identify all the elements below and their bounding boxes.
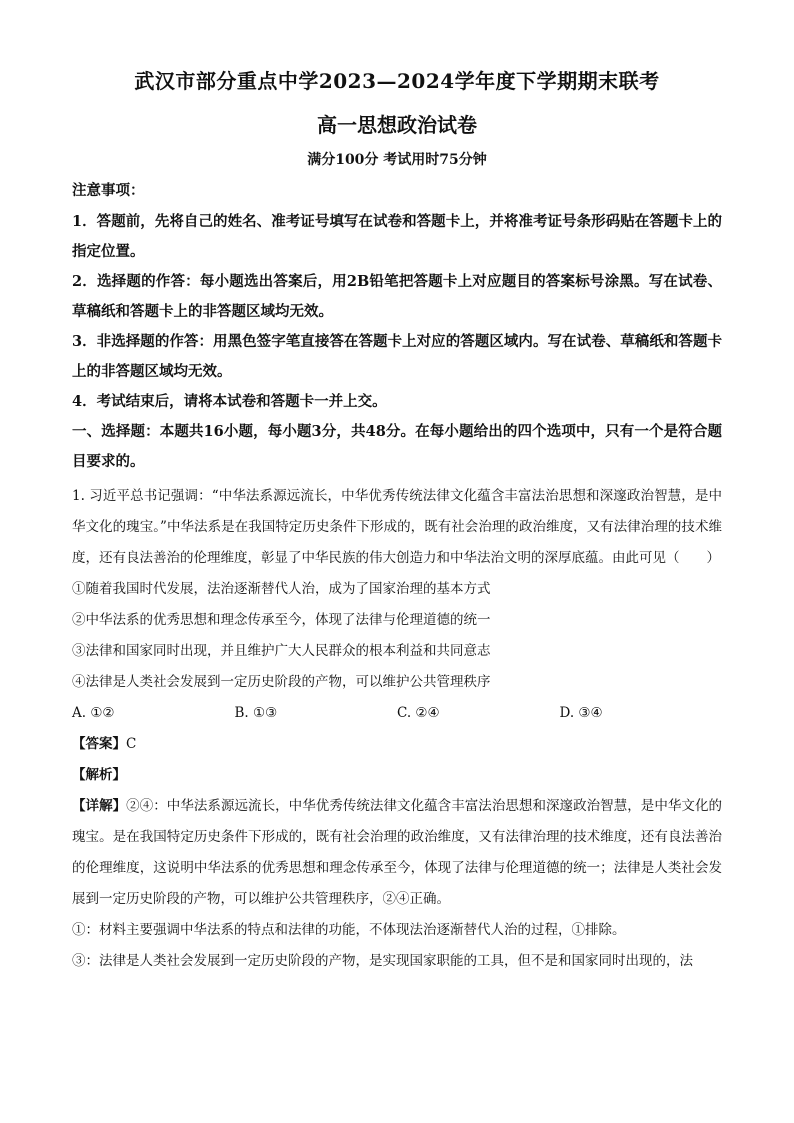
exclusion-line: ③：法律是人类社会发展到一定历史阶段的产物，是实现国家职能的工具，但不是和国家同时出现的，法	[72, 953, 693, 969]
analysis-label: 【解析】	[72, 767, 126, 783]
answer-options	[72, 698, 722, 729]
detail-text: ②④：中华法系源远流长，中华优秀传统法律文化蕴含丰富法治思想和深邃政治智慧，是中华文化的瑰宝。是在我国特定历史条件下形成的，既有社会治理的政治维度，又有法律治理的技术维度，还有良法善治的伦理维度，这说明中华法系的优秀思想和理念传承至今，体现了法律与伦理道德的统一；法律是人类社会发展到一定历史阶段的产物，可以维护公共管理秩序，②④正确。	[72, 798, 723, 907]
notice-item: 2．选择题的作答：每小题选出答案后，用2B铅笔把答题卡上对应题目的答案标号涂黑。写在试卷、草稿纸和答题卡上的非答题区域均无效。	[72, 273, 722, 320]
detail-paragraph	[72, 791, 722, 915]
question-statement: ①随着我国时代发展，法治逐渐替代人治，成为了国家治理的基本方式	[72, 581, 491, 597]
question-statement: ④法律是人类社会发展到一定历史阶段的产物，可以维护公共管理秩序	[72, 674, 491, 690]
exam-subject-title: 高一思想政治试卷	[317, 113, 477, 137]
notice-heading: 注意事项：	[72, 182, 145, 199]
exam-info: 满分100分 考试用时75分钟	[307, 152, 487, 168]
section-heading: 一、选择题：本题共16小题，每小题3分，共48分。在每小题给出的四个选项中，只有一个是符合题目要求的。	[72, 423, 722, 470]
option-c: C. ②④	[397, 705, 440, 721]
notice-item: 4．考试结束后，请将本试卷和答题卡一并上交。	[72, 393, 387, 410]
option-d: D. ③④	[559, 705, 603, 721]
detail-label: 【详解】	[72, 798, 127, 814]
option-b: B. ①③	[234, 705, 278, 721]
notice-item: 1．答题前，先将自己的姓名、准考证号填写在试卷和答题卡上，并将准考证号条形码贴在答题卡上的指定位置。	[72, 213, 722, 260]
exam-title: 武汉市部分重点中学2023—2024学年度下学期期末联考	[134, 69, 660, 93]
option-a: A. ①②	[72, 705, 115, 721]
answer-value: C	[126, 736, 137, 752]
answer-line	[72, 729, 722, 760]
question-statement: ②中华法系的优秀思想和理念传承至今，体现了法律与伦理道德的统一	[72, 612, 491, 628]
analysis-line	[72, 760, 722, 791]
exclusion-line: ①：材料主要强调中华法系的特点和法律的功能，不体现法治逐渐替代人治的过程，①排除。	[72, 922, 626, 938]
question-stem: 1. 习近平总书记强调：“中华法系源远流长，中华优秀传统法律文化蕴含丰富法治思想和深邃政治智慧，是中华文化的瑰宝。”中华法系是在我国特定历史条件下形成的，既有社会治理的政治维度，又有法律治理的技术维度，还有良法善治的伦理维度，彰显了中华民族的伟大创造力和中华法治文明的深厚底蕴。由此可见（ ）	[72, 488, 722, 566]
question-statement: ③法律和国家同时出现，并且维护广大人民群众的根本利益和共同意志	[72, 643, 491, 659]
notice-item: 3．非选择题的作答：用黑色签字笔直接答在答题卡上对应的答题区域内。写在试卷、草稿纸和答题卡上的非答题区域均无效。	[72, 333, 722, 380]
answer-label: 【答案】	[72, 736, 126, 752]
exam-page	[72, 66, 722, 977]
